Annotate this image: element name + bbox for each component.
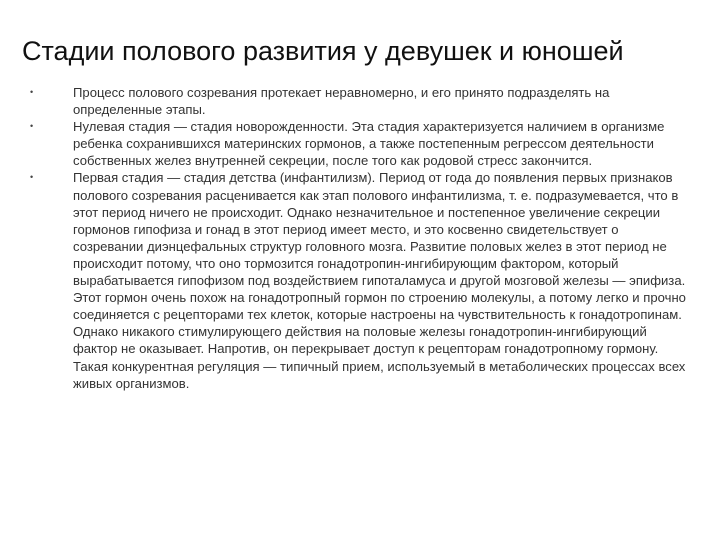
bullet-item-zero-stage — [30, 118, 690, 169]
bullet-text: Процесс полового созревания протекает неравномерно, и его принято подразделять на определенные этапы. — [73, 85, 610, 118]
bullet-marker: • — [30, 87, 34, 97]
bullet-item-first-stage — [30, 169, 690, 391]
bullet-item-process — [30, 84, 690, 118]
bullet-marker: • — [30, 121, 34, 132]
bullet-text: Нулевая стадия — стадия новорожденности. Эта стадия характеризуется наличием в организме ребенка сохранившихся материнских гормонов, а также постепенным регрессом деятельности собственных желез внутренней секреции, после того как родовой стресс закончится. — [73, 119, 665, 169]
bullet-marker: • — [30, 172, 34, 183]
bullet-list — [30, 84, 690, 392]
bullet-text: Первая стадия — стадия детства (инфантилизм). Период от года до появления первых признаков полового созревания расценивается как этап полового инфантилизма, т. е. подразумевается, что в этот период ничего не происходит. Однако незначительное и постепенное увеличение секреции гормонов гипофиза и гонад в этот период имеет место, и это косвенно свидетельствует о созревании диэнцефальных структур головного мозга. Развитие половых желез в этот период не происходит потому, что оно тормозится гонадотропин-ингибирующим фактором, который вырабатывается гипофизом под воздействием гипоталамуса и другой мозговой железы — эпифиза. Этот гормон очень похож на гонадотропный гормон по строению молекулы, а потому легко и прочно соединяется с рецепторами тех клеток, которые настроены на чувствительность к гонадотропинам. Однако никакого стимулирующего действия на половые железы гонадотропин-ингибирующий фактор не оказывает. Напротив, он перекрывает доступ к рецепторам гонадотропному гормону. Такая конкурентная регуляция — типичный прием, используемый в метаболических процессах всех живых организмов. — [73, 170, 686, 391]
slide-title: Стадии полового развития у девушек и юношей — [22, 36, 624, 66]
